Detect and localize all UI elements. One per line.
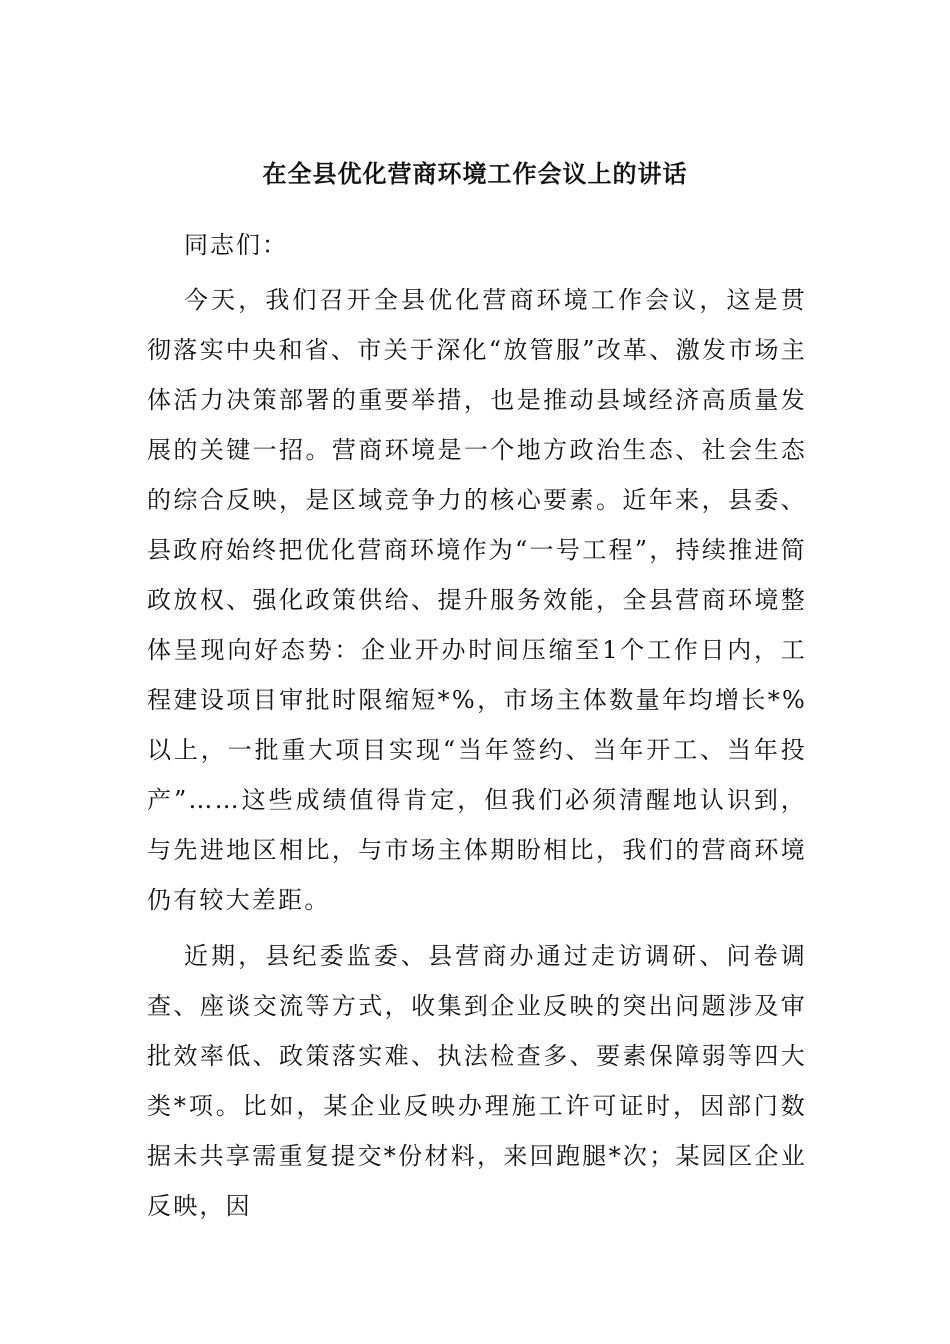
paragraph-2: 近期，县纪委监委、县营商办通过走访调研、问卷调查、座谈交流等方式，收集到企业反映的突出问题涉及审批效率低、政策落实难、执法检查多、要素保障弱等四大类*项。比如，某企业反映办理施工许可证时，因部门数据未共享需重复提交*份材料，来回跑腿*次；某园区企业反映，因 [147, 942, 807, 1220]
document-title: 在全县优化营商环境工作会议上的讲话 [262, 159, 688, 188]
paragraph-1: 今天，我们召开全县优化营商环境工作会议，这是贯彻落实中央和省、市关于深化“放管服”改革、激发市场主体活力决策部署的重要举措，也是推动县域经济高质量发展的关键一招。营商环境是一个地方政治生态、社会生态的综合反映，是区域竞争力的核心要素。近年来，县委、县政府始终把优化营商环境作为“一号工程”，持续推进简政放权、强化政策供给、提升服务效能，全县营商环境整体呈现向好态势：企业开办时间压缩至1个工作日内，工程建设项目审批时限缩短*%，市场主体数量年均增长*%以上，一批重大项目实现“当年签约、当年开工、当年投产”……这些成绩值得肯定，但我们必须清醒地认识到，与先进地区相比，与市场主体期盼相比，我们的营商环境仍有较大差距。 [147, 286, 807, 914]
salutation: 同志们： [184, 231, 288, 259]
